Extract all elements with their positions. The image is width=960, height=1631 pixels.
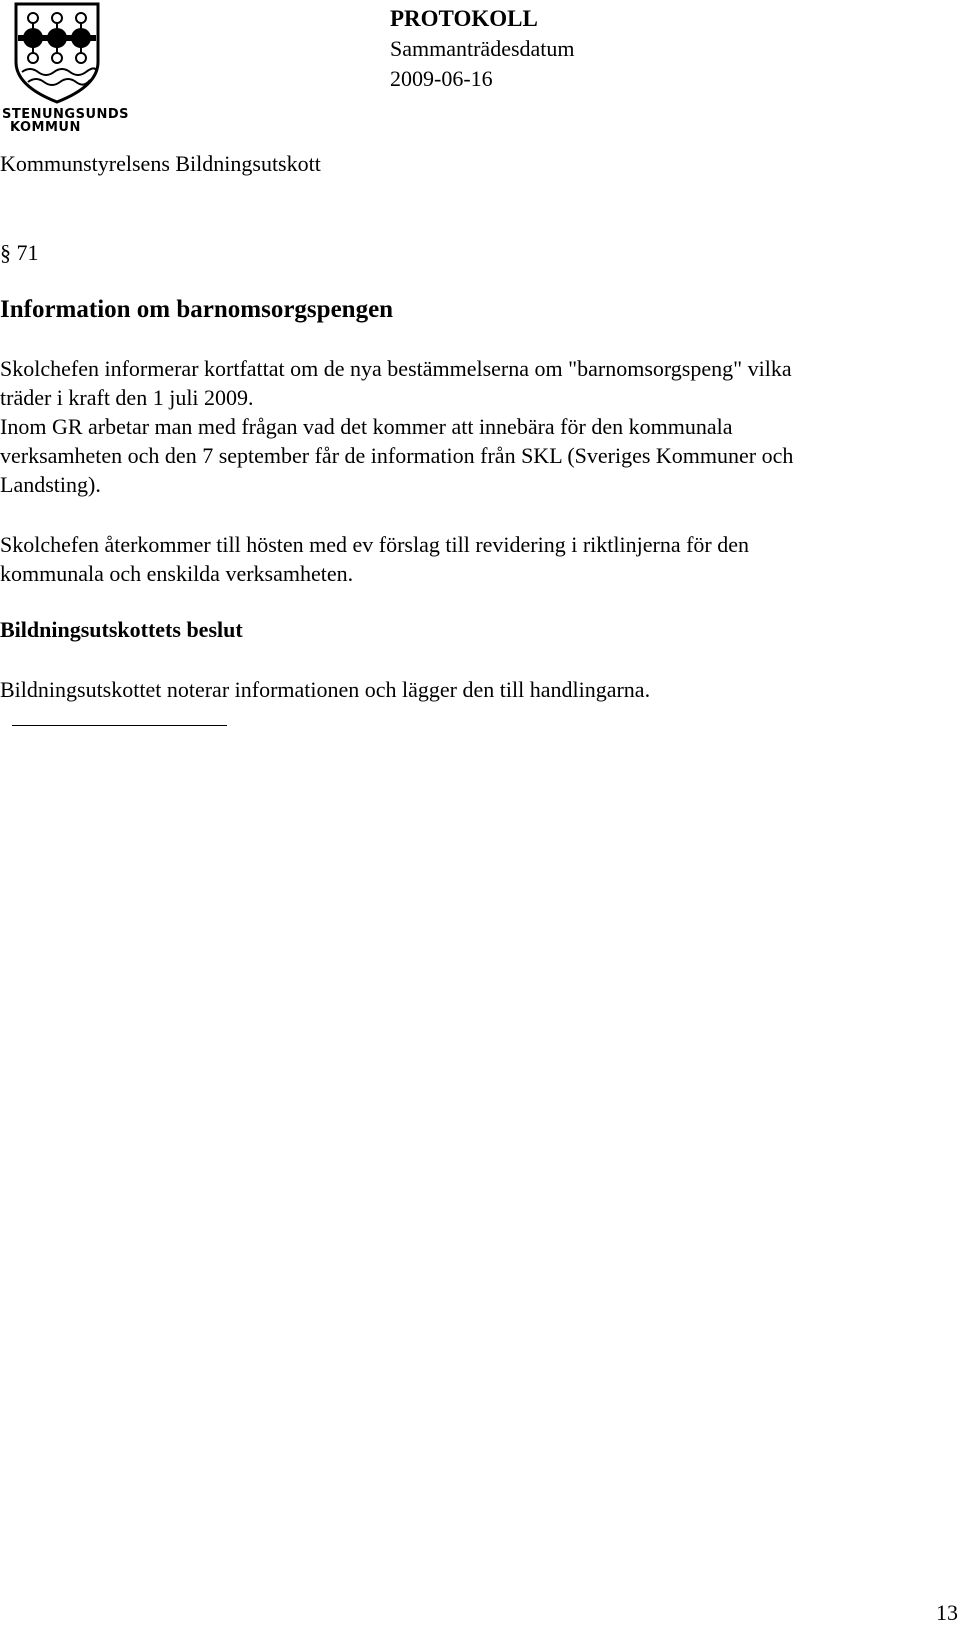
item-heading: Information om barnomsorgspengen [0, 296, 394, 323]
coat-of-arms-icon [0, 0, 110, 106]
body-line: kommunala och enskilda verksamheten. [0, 561, 354, 586]
body-line: Skolchefen återkommer till hösten med ev förslag till revidering i riktlinjerna för den [0, 532, 749, 557]
logo-text-line1: STENUNGSUNDS [2, 107, 130, 122]
paragraph-number-value: 71 [16, 240, 39, 265]
decision-text: Bildningsutskottet noterar informationen och lägger den till handlingarna. [0, 677, 651, 702]
paragraph-number [0, 238, 39, 268]
section-symbol: § [0, 240, 11, 265]
body-line: verksamheten och den 7 september får de information från SKL (Sveriges Kommuner och [0, 443, 794, 468]
meeting-date: 2009-06-16 [390, 66, 493, 91]
page-number: 13 [936, 1600, 958, 1625]
body-line: Skolchefen informerar kortfattat om de nya bestämmelserna om "barnomsorgspeng" vilka [0, 356, 792, 381]
municipality-logo [0, 0, 130, 136]
body-paragraph-2 [0, 530, 945, 588]
divider-line [12, 725, 227, 726]
document-type: PROTOKOLL [390, 6, 538, 31]
body-paragraph-1 [0, 354, 945, 499]
decision-heading: Bildningsutskottets beslut [0, 617, 243, 642]
body-line: träder i kraft den 1 juli 2009. [0, 385, 254, 410]
committee-name: Kommunstyrelsens Bildningsutskott [0, 151, 321, 176]
document-header [390, 4, 575, 94]
logo-text-line2: KOMMUN [10, 120, 81, 135]
body-line: Landsting). [0, 472, 101, 497]
meeting-date-label: Sammanträdesdatum [390, 36, 575, 61]
body-line: Inom GR arbetar man med frågan vad det kommer att innebära för den kommunala [0, 414, 733, 439]
